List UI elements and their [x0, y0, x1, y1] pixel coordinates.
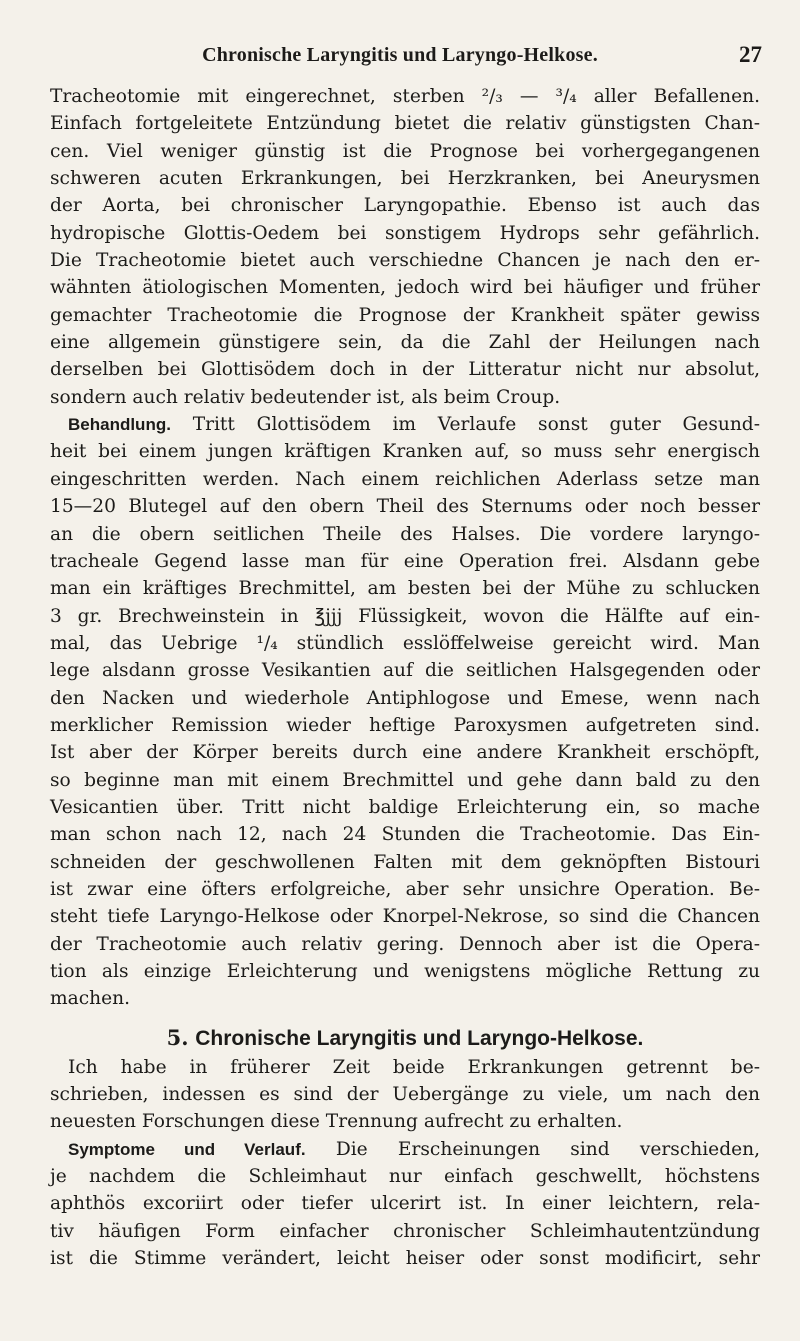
- text-line: Tracheotomie mit eingerechnet, sterben ²/₃ — ³/₄ aller Befallenen.: [50, 86, 760, 107]
- text-span: Die Erscheinungen sind verschieden,: [335, 1138, 760, 1160]
- text-line: ist zwar eine öfters erfolgreiche, aber sehr unsichre Operation. Be-: [50, 878, 760, 900]
- text-line: man ein kräftiges Brechmittel, am besten bei der Mühe zu schlucken: [50, 578, 760, 600]
- text-line: eine allgemein günstigere sein, da die Zahl der Heilungen nach: [50, 332, 760, 354]
- text-line: Die Tracheotomie bietet auch verschiedne Chancen je nach den er-: [50, 250, 760, 272]
- paragraph-behandlung: [50, 411, 760, 1013]
- text-line: man schon nach 12, nach 24 Stunden die Tracheotomie. Das Ein-: [50, 824, 760, 846]
- running-title: Chronische Laryngitis und Laryngo-Helkose.: [202, 44, 598, 66]
- text-line: heit bei einem jungen kräftigen Kranken auf, so muss sehr energisch: [50, 441, 760, 463]
- text-line: derselben bei Glottisödem doch in der Litteratur nicht nur absolut,: [50, 359, 760, 381]
- paragraph-prognose-continued: [50, 83, 760, 411]
- text-line: wähnten ätiologischen Momenten, jedoch wird bei häufiger und früher: [50, 277, 760, 299]
- text-line: der Aorta, bei chronischer Laryngopathie. Ebenso ist auch das: [50, 195, 760, 217]
- text-line: [50, 411, 760, 438]
- text-line: Ich habe in früherer Zeit beide Erkrankungen getrennt be-: [68, 1056, 760, 1078]
- text-line: je nachdem die Schleimhaut nur einfach geschwellt, höchstens: [50, 1166, 760, 1188]
- text-line: 3 gr. Brechweinstein in ℥jjj Flüssigkeit, wovon die Hälfte auf ein-: [50, 605, 760, 627]
- section-heading: [50, 1023, 760, 1054]
- text-line: aphthös excoriirt oder tiefer ulcerirt ist. In einer leichtern, rela-: [50, 1193, 760, 1215]
- running-head: [0, 44, 800, 74]
- section-title: Chronische Laryngitis und Laryngo-Helkose.: [195, 1026, 644, 1050]
- paragraph-symptome: [50, 1136, 760, 1273]
- text-line: [50, 1136, 760, 1163]
- text-line: neuesten Forschungen diese Trennung aufrecht zu erhalten.: [50, 1111, 623, 1133]
- text-line: schneiden der geschwollenen Falten mit dem geknöpften Bistouri: [50, 851, 760, 873]
- text-line: 15—20 Blutegel auf den obern Theil des Sternums oder noch besser: [50, 496, 760, 518]
- text-line: lege alsdann grosse Vesikantien auf die seitlichen Halsgegenden oder: [50, 660, 760, 682]
- run-in-heading-behandlung: Behandlung.: [68, 415, 171, 435]
- text-line: Vesicantien über. Tritt nicht baldige Erleichterung ein, so mache: [50, 796, 760, 818]
- run-in-heading-symptome: Symptome und Verlauf.: [68, 1139, 306, 1159]
- text-span: Tritt Glottisödem im Verlaufe sonst guter Gesund-: [192, 414, 760, 436]
- text-line: hydropische Glottis-Oedem bei sonstigem Hydrops sehr gefährlich.: [50, 222, 760, 244]
- text-line: so beginne man mit einem Brechmittel und gehe dann bald zu den: [50, 769, 760, 791]
- text-line: tracheale Gegend lasse man für eine Operation frei. Alsdann gebe: [50, 550, 760, 572]
- section-number: 5.: [166, 1024, 189, 1050]
- text-line: ist die Stimme verändert, leicht heiser oder sonst modificirt, sehr: [50, 1248, 760, 1270]
- paragraph-introduction: [50, 1054, 760, 1136]
- text-line: cen. Viel weniger günstig ist die Prognose bei vorhergegangenen: [50, 140, 760, 162]
- text-line: steht tiefe Laryngo-Helkose oder Knorpel-Nekrose, so sind die Chancen: [50, 906, 760, 928]
- text-line: tiv häufigen Form einfacher chronischer Schleimhautentzündung: [50, 1220, 760, 1242]
- text-line: gemachter Tracheotomie die Prognose der Krankheit später gewiss: [50, 304, 760, 326]
- text-line: eingeschritten werden. Nach einem reichlichen Aderlass setze man: [50, 468, 760, 490]
- text-line: Einfach fortgeleitete Entzündung bietet die relativ günstigsten Chan-: [50, 113, 760, 135]
- text-line: sondern auch relativ bedeutender ist, als beim Croup.: [50, 386, 561, 408]
- text-line: merklicher Remission wieder heftige Paroxysmen aufgetreten sind.: [50, 714, 760, 736]
- text-line: schweren acuten Erkrankungen, bei Herzkranken, bei Aneurysmen: [50, 168, 760, 190]
- text-line: an die obern seitlichen Theile des Halses. Die vordere laryngo-: [50, 523, 760, 545]
- text-line: der Tracheotomie auch relativ gering. Dennoch aber ist die Opera-: [50, 933, 760, 955]
- text-line: mal, das Uebrige ¹/₄ stündlich esslöffelweise gereicht wird. Man: [50, 632, 760, 654]
- text-line: Ist aber der Körper bereits durch eine andere Krankheit erschöpft,: [50, 742, 760, 764]
- text-line: den Nacken und wiederhole Antiphlogose und Emese, wenn nach: [50, 687, 760, 709]
- text-line: machen.: [50, 988, 130, 1010]
- text-line: schrieben, indessen es sind der Uebergänge zu viele, um nach den: [50, 1084, 760, 1106]
- page-body: [50, 83, 760, 1272]
- text-line: tion als einzige Erleichterung und wenigstens mögliche Rettung zu: [50, 961, 760, 982]
- page-number: 27: [739, 42, 762, 67]
